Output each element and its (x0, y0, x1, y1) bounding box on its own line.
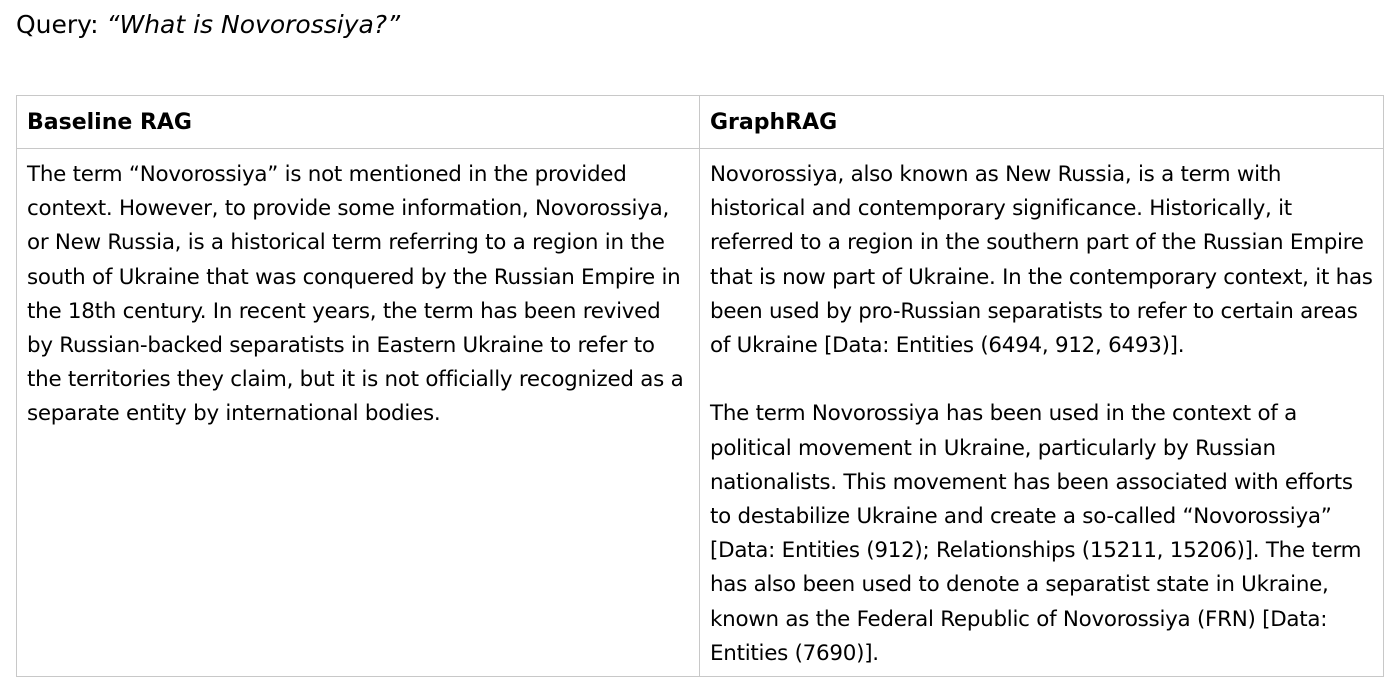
graphrag-paragraph-2: The term Novorossiya has been used in the context of a political movement in Ukraine, particularly by Russian nationalists. This movement has been associated with efforts to destabilize Ukraine and create a so-called “Novorossiya” [Data: Entities (912); Relationships (15211, 15206)]. The term has also been used to denote a separatist state in Ukraine, known as the Federal Republic of Novorossiya (FRN) [Data: Entities (7690)]. (710, 401, 1362, 666)
baseline-paragraph: The term “Novorossiya” is not mentioned in the provided context. However, to provide some information, Novorossiya, or New Russia, is a historical term referring to a region in the south of Ukraine that was conquered by the Russian Empire in the 18th century. In recent years, the term has been revived by Russian-backed separatists in Eastern Ukraine to refer to the territories they claim, but it is not officially recognized as a separate entity by international bodies. (27, 162, 684, 427)
query-text: “What is Novorossiya?” (106, 10, 401, 39)
query-label: Query: (16, 10, 107, 39)
header-baseline-rag: Baseline RAG (17, 96, 700, 149)
baseline-answer-cell (17, 149, 700, 677)
comparison-table (16, 95, 1384, 677)
table-row (17, 149, 1384, 677)
table-header-row (17, 96, 1384, 149)
query-line (16, 6, 400, 44)
graphrag-answer-cell (700, 149, 1384, 677)
graphrag-paragraph-1: Novorossiya, also known as New Russia, is a term with historical and contemporary significance. Historically, it referred to a region in the southern part of the Russian Empire that is now part of Ukraine. In the contemporary context, it has been used by pro-Russian separatists to refer to certain areas of Ukraine [Data: Entities (6494, 912, 6493)]. (710, 162, 1373, 359)
header-graphrag: GraphRAG (700, 96, 1384, 149)
